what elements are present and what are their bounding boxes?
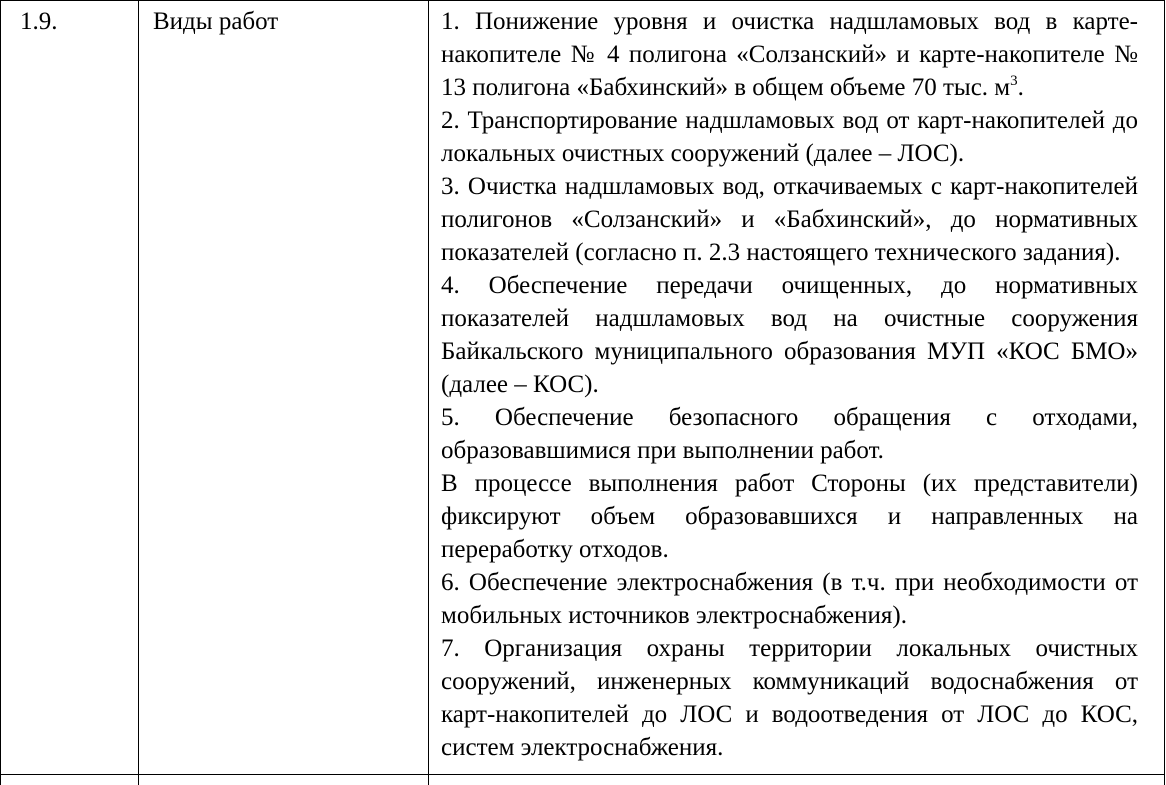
work-item-7: 7. Организация охраны территории локальных очистных сооружений, инженерных коммуникаций водоснабжения от карт-накопителей до ЛОС и водоотведения от ЛОС до КОС, систем электроснабжения. bbox=[441, 632, 1138, 764]
row-label-cell bbox=[139, 1, 429, 775]
next-row-cell-3 bbox=[429, 775, 1165, 785]
work-item-5-note: В процессе выполнения работ Стороны (их представители) фиксируют объем образовавшихся и направленных на переработку отходов. bbox=[441, 467, 1138, 566]
next-row-cell-1 bbox=[1, 775, 139, 785]
row-number: 1.9. bbox=[20, 8, 58, 35]
work-item-5: 5. Обеспечение безопасного обращения с отходами, образовавшимися при выполнении работ. bbox=[441, 401, 1138, 467]
work-item-4: 4. Обеспечение передачи очищенных, до нормативных показателей надшламовых вод на очистные сооружения Байкальского муниципального образования МУП «КОС БМО» (далее – КОС). bbox=[441, 269, 1138, 401]
next-row-cell-2 bbox=[139, 775, 429, 785]
work-item-1-text: 1. Понижение уровня и очистка надшламовых вод в карте-накопителе № 4 полигона «Солзанский» и карте-накопителе № 13 полигона «Бабхинский» в общем объеме 70 тыс. м bbox=[441, 8, 1138, 101]
row-number-cell bbox=[1, 1, 139, 775]
work-item-2: 2. Транспортирование надшламовых вод от карт-накопителей до локальных очистных сооружений (далее – ЛОС). bbox=[441, 104, 1138, 170]
work-item-1-tail: . bbox=[1018, 74, 1024, 101]
table-row bbox=[1, 1, 1165, 775]
next-table-row bbox=[1, 775, 1165, 785]
work-item-6: 6. Обеспечение электроснабжения (в т.ч. при необходимости от мобильных источников электроснабжения). bbox=[441, 566, 1138, 632]
row-label: Виды работ bbox=[153, 8, 278, 35]
cubic-superscript: 3 bbox=[1010, 73, 1018, 89]
row-content-cell bbox=[429, 1, 1165, 775]
work-item-3: 3. Очистка надшламовых вод, откачиваемых с карт-накопителей полигонов «Солзанский» и «Бабхинский», до нормативных показателей (согласно п. 2.3 настоящего технического задания). bbox=[441, 170, 1138, 269]
work-item-1 bbox=[441, 5, 1138, 104]
